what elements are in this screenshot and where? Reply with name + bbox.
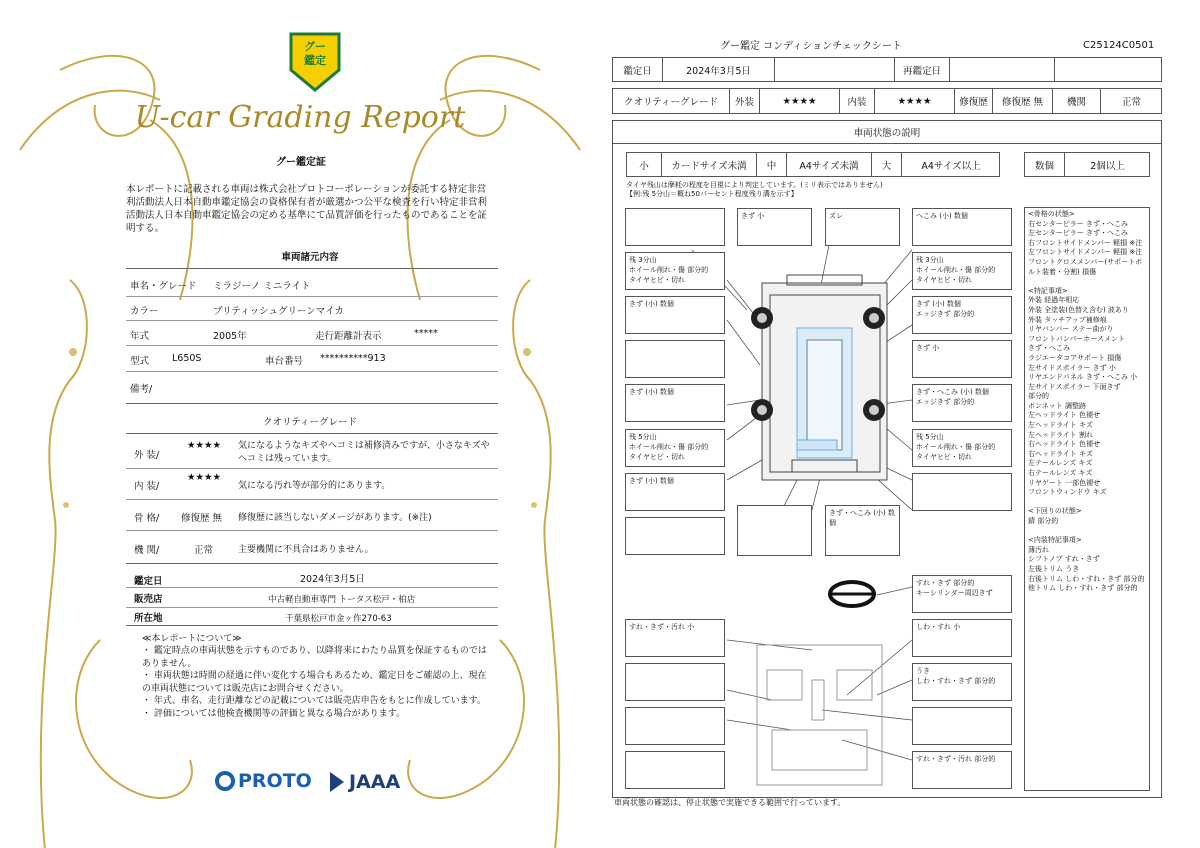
address-value: 千葉県松戸市金ヶ作270-63 [285,614,392,624]
address-label: 所在地 [134,613,163,624]
exterior-label: 外 装/ [134,450,160,461]
condition-box: すれ・きず・汚れ 小 [625,619,725,657]
interior-stars: ★★★★ [187,472,222,483]
tire-note: タイヤ残山は摩耗の程度を目視により判定しています。(ミリ表示ではありません) [626,181,883,189]
name-value: ミラジーノ ミニライト [213,281,311,292]
model-value: L650S [172,353,202,364]
model-label: 型式 [130,356,150,367]
notes-label: 備考/ [130,384,153,395]
jaaa-logo: JAAA [328,770,400,794]
about-item: ・ 鑑定時点の車両状態を示すものであり、以降将来にわたり品質を保証するものではありません。 [142,646,487,669]
condition-box [625,208,725,246]
date-label: 鑑定日 [134,576,163,587]
size-legend: 小 カードサイズ未満 中 A4サイズ未満 大 A4サイズ以上 [626,152,1000,177]
condition-box: 残 3分山 ホイール削れ・傷 部分的 タイヤヒビ・切れ [912,252,1012,290]
cert-title: グー鑑定証 [276,157,326,168]
condition-box: しわ・すれ 小 [912,619,1012,657]
condition-box: きず 小 [737,208,812,246]
side-notes: <骨格の状態> 右センターピラー きず・へこみ 左センターピラー きず・へこみ 右フロントサイドメンバー 軽損 ※注 左フロントサイドメンバー 軽損 ※注 フロントクロスメンバー(サポートボルト装着・分割) 損傷 <特記事項> 外装 経過年相応 外装 全塗装(色替え含む) 波あり 外装 タッチアップ補修痕 リヤバンパー ステー曲がり フロントバンパーホースメント きず・へこみ ラジエータコアサポート 損傷 左サイドスポイラー きず 小 リヤエンドパネル きず・へこみ 小 左サイドスポイラー 下面きず 部分的 ボンネット 調整跡 左ヘッドライト 色褪せ 左ヘッドライト キズ 左ヘッドライト 割れ 右ヘッドライト 色褪せ 右ヘッドライト キズ 左テールレンズ キズ 右テールレンズ キズ リヤゲート 一部色褪せ フロントウィンドウ キズ <下回りの状態> 錆 部分的 <内装特記事項> 薄汚れ シフトノブ すれ・きず 左後トリム うき 右後トリム しわ・すれ・きず 部分的 他トリム しわ・すれ・きず 部分的 [1024,207,1150,791]
condition-box: きず 小 [912,340,1012,378]
condition-box [912,707,1012,745]
sheet-code: C25124C0501 [1083,40,1155,51]
state-header: 車両状態の説明 [853,128,921,139]
condition-box [912,473,1012,511]
condition-box: きず・へこみ (小) 数個 [825,505,900,556]
exterior-stars: ★★★★ [187,440,222,451]
spec-header: 車両諸元内容 [281,252,339,263]
interior-desc: 気になる汚れ等が部分的にあります。 [238,481,391,491]
store-label: 販売店 [134,594,163,605]
frame-value: 修復歴 無 [181,513,223,524]
store-value: 中古軽自動車専門 トータス松戸・柏店 [268,595,416,605]
engine-value: 正常 [194,545,214,556]
interior-label: 内 装/ [134,481,160,492]
condition-box: 残 5分山 ホイール削れ・傷 部分的 タイヤヒビ・切れ [625,429,725,467]
condition-box [625,340,725,378]
report-script-title: U-car Grading Report [134,100,466,135]
condition-box [625,707,725,745]
condition-box: へこみ (小) 数個 [912,208,1012,246]
year-label: 年式 [130,331,150,342]
count-legend: 数個 2個以上 [1024,152,1150,177]
engine-label: 機 関/ [134,545,160,556]
mileage-label: 走行距離計表示 [315,331,382,342]
condition-box: 残 5分山 ホイール削れ・傷 部分的 タイヤヒビ・切れ [912,429,1012,467]
grade-row: クオリティーグレード 外装 ★★★★ 内装 ★★★★ 修復歴 修復歴 無 機関 正常 [612,88,1162,114]
condition-box [625,517,725,555]
intro-text: 本レポートに記載される車両は株式会社プロトコーポレーションが委託する特定非営利活動法人日本自動車鑑定協会の資格保有者が厳選かつ公平な検査を行い特定非営利活動法人日本自動車鑑定協会の定める基準にて品質評価を行ったものであることを証明する。 [126,184,488,234]
about-item: ・ 評価については他検査機関等の評価と異なる場合があります。 [142,708,405,719]
proto-mark-icon [215,771,235,791]
condition-box: すれ・きず 部分的 キーシリンダー周辺きず [912,575,1012,613]
date-row: 鑑定日 2024年3月5日 再鑑定日 [612,57,1162,82]
year-value: 2005年 [213,331,247,342]
tire-example: 【例:残 5分山＝概ね50パーセント程度残り溝を示す】 [626,190,798,198]
condition-box: きず (小) 数個 [625,473,725,511]
color-value: ブリティッシュグリーンマイカ [213,306,344,317]
condition-box [737,505,812,556]
condition-box: ズレ [825,208,900,246]
engine-desc: 主要機関に不具合はありません。 [238,545,374,555]
frame-label: 骨 格/ [134,513,160,524]
proto-logo: PROTO [215,770,312,792]
condition-box: きず (小) 数個 エッジきず 部分的 [912,296,1012,334]
condition-box [625,751,725,789]
color-label: カラー [130,306,159,317]
condition-box [625,663,725,701]
condition-box: 残 3分山 ホイール削れ・傷 部分的 タイヤヒビ・切れ [625,252,725,290]
about-item: ・ 年式、車名、走行距離などの記載については販売店申告をもとに作成しています。 [142,696,486,706]
mileage-value: ***** [414,328,438,339]
name-label: 車名・グレード [130,281,197,292]
quality-header: クオリティーグレード [262,417,358,428]
jaaa-mark-icon [328,770,346,794]
chassis-value: **********913 [320,353,386,364]
condition-box: すれ・きず・汚れ 部分的 [912,751,1012,789]
goo-kantei-logo: グー 鑑定 [287,30,343,94]
date-value: 2024年3月5日 [300,574,365,585]
sheet-title: グー鑑定 コンディションチェックシート [720,41,902,52]
about-item: ・ 車両状態は時間の経過に伴い変化する場合もあるため、鑑定日をご確認の上、現在の車両状態については販売店にお問合せください。 [142,671,487,694]
about-list [142,645,492,720]
sheet-footer: 車両状態の確認は、停止状態で実施できる範囲で行っています。 [614,798,846,807]
condition-box: きず (小) 数個 [625,296,725,334]
condition-box: きず (小) 数個 [625,384,725,422]
condition-box: きず・へこみ (小) 数個 エッジきず 部分的 [912,384,1012,422]
exterior-desc: 気になるようなキズやヘコミは補修済みですが、小さなキズやヘコミは残っています。 [238,441,490,464]
about-title: ≪本レポートについて≫ [142,634,242,644]
frame-desc: 修復歴に該当しないダメージがあります。(※注) [238,513,432,523]
chassis-label: 車台番号 [265,356,304,367]
condition-box: うき しわ・すれ・きず 部分的 [912,663,1012,701]
